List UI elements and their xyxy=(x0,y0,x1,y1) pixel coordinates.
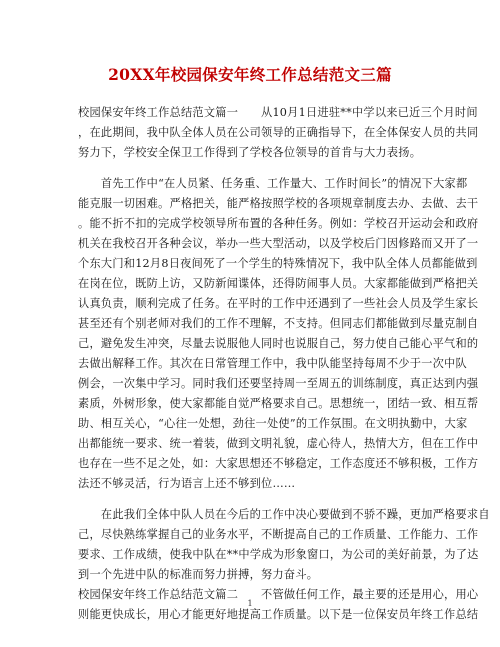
text-line: 在岗在位，既防上访，又防新闻谍体，还得防闹事人员。大家都能做到严格把关 xyxy=(78,277,479,290)
text-line: 校园保安年终工作总结范文篇一 从10月1日进驻**中学以来已近三个月时间 xyxy=(78,106,478,119)
text-line: 法还不够灵活，行为语言上还不够到位…… xyxy=(78,477,296,490)
text-line: 校园保安年终工作总结范文篇二 不管做任何工作，最主要的还是用心，用心 xyxy=(78,588,479,601)
text-line: 也存在一些不足之处，如：大家思想还不够稳定，工作态度还不够积极，工作方 xyxy=(78,457,479,470)
text-line: ，在此期间，我中队全体人员在公司领导的正确指导下，在全体保安人员的共同 xyxy=(78,126,479,139)
document-title: 20XX年校园保安年终工作总结范文三篇 xyxy=(108,65,392,84)
text-line: 例会，一次集中学习。同时我们还要坚持周一至周五的训练制度，真正达到内强 xyxy=(78,377,479,390)
text-line: 出都能统一要求、统一着装，做到文明礼貌，虚心待人，热情大方，但在工作中 xyxy=(78,437,479,450)
text-line: 要求、工作成绩，使我中队在**中学成为形象窗口，为公司的美好前景，为了达 xyxy=(78,548,479,561)
text-line: 己，尽快熟练掌握自己的业务水平，不断提高自己的工作质量、工作能力、工作 xyxy=(78,528,479,541)
text-line: 。能不折不扣的完成学校领导所布置的各种任务。例如：学校召开运动会和政府 xyxy=(78,217,479,230)
text-line: 个东大门和12月8日夜间死了一个学生的特殊情况下，我中队全体人员都能做到 xyxy=(78,257,478,270)
paragraph xyxy=(78,505,490,585)
paragraph-spacer xyxy=(78,494,422,505)
paragraph xyxy=(78,103,479,163)
document-body xyxy=(78,103,490,625)
text-line: 努力下，学校安全保卫工作得到了学校各位领导的首肯与大力表扬。 xyxy=(78,146,422,159)
text-line: 去做出解释工作。其次在日常管理工作中，我中队能坚持每周不少于一次中队 xyxy=(78,357,467,370)
text-line: 到一个先进中队的标准而努力拼搏，努力奋斗。 xyxy=(78,568,319,581)
text-line: 则能更快成长，用心才能更好地提高工作质量。以下是一位保安员年终工作总结 xyxy=(78,608,479,621)
text-line: 素质，外树形象，使大家都能自觉严格要求自己。思想统一，团结一致、相互帮 xyxy=(78,397,479,410)
text-line: 甚至还有个别老师对我们的工作不理解，不支持。但同志们都能做到尽量克制自 xyxy=(78,317,479,330)
paragraph xyxy=(78,174,479,494)
text-line: 认真负责，顺利完成了任务。在平时的工作中还遇到了一些社会人员及学生家长 xyxy=(78,297,479,310)
text-line: 助、相互关心，“心往一处想，劲往一处使”的工作氛围。在文明执勤中，大家 xyxy=(78,417,468,430)
text-line: 己，避免发生冲突，尽量去说服他人同时也说服自己，努力使自己能心平气和的 xyxy=(78,337,479,350)
text-line: 在此我们全体中队人员在今后的工作中决心要做到不骄不躁，更加严格要求自 xyxy=(78,508,490,521)
paragraph-spacer xyxy=(78,163,422,174)
text-line: 机关在我校召开各种会议，举办一些大型活动，以及学校后门因修路而又开了一 xyxy=(78,237,479,250)
text-line: 首先工作中“在人员紧、任务重、工作量大、工作时间长”的情况下大家都 xyxy=(78,177,468,190)
page-number: 1 xyxy=(247,599,253,608)
text-line: 能克服一切困难。严格把关，能严格按照学校的各项规章制度去办、去做、去干 xyxy=(78,197,479,210)
